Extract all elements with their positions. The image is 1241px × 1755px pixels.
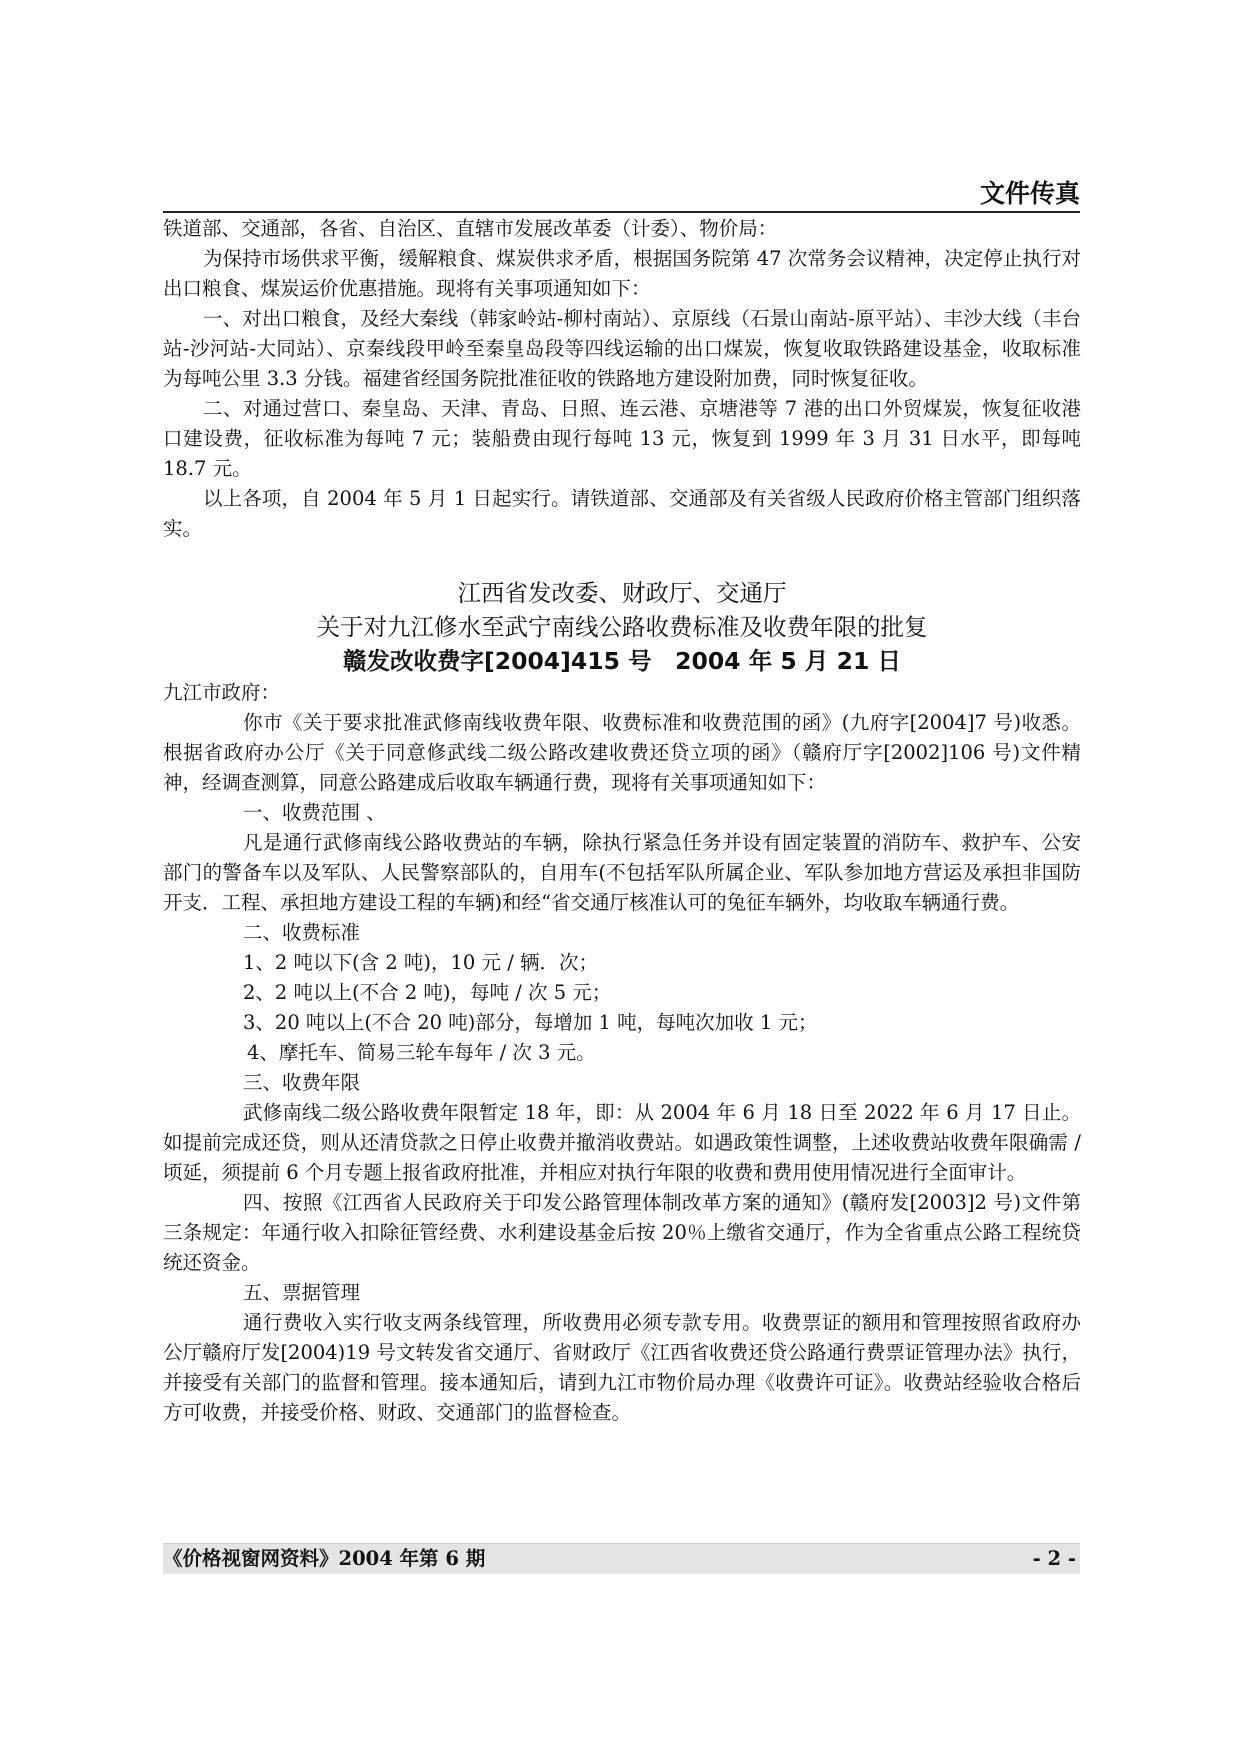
doc2-doc-number: 赣发改收费字[2004]415 号 2004 年 5 月 21 日 xyxy=(343,647,901,675)
doc1-paragraph: 二、对通过营口、秦皇岛、天津、青岛、日照、连云港、京塘港等 7 港的出口外贸煤炭，恢复征收港口建设费，征收标准为每吨 7 元；装船费由现行每吨 13 元，恢复到 1999 年 3 月 31 日水平，即每吨 18.7 元。 xyxy=(163,397,1081,480)
section-body: 武修南线二级公路收费年限暂定 18 年，即：从 2004 年 6 月 18 日至 2022 年 6 月 17 日止。如提前完成还贷，则从还清贷款之日停止收费并撤消收费站。如遇政策性调整，上述收费站收费年限确需 / 顷延，须提前 6 个月专题上报省政府批准，并相应对执行年限的收费和费用使用情况进行全面审计。 xyxy=(163,1101,1081,1184)
page-number: - 2 - xyxy=(1032,1547,1076,1570)
page-header xyxy=(163,178,1080,213)
doc2-title-line2: 关于对九江修水至武宁南线公路收费标准及收费年限的批复 xyxy=(316,613,928,641)
document-body xyxy=(163,214,1081,1428)
doc2-title xyxy=(163,576,1081,678)
section-heading: 二、收费标准 xyxy=(243,921,361,944)
doc1-paragraph: 一、对出口粮食，及经大秦线（韩家岭站-柳村南站）、京原线（石景山南站-原平站）、丰沙大线（丰台站-沙河站-大同站）、京秦线段甲岭至秦皇岛段等四线运输的出口煤炭，恢复收取铁路建设基金，收取标准为每吨公里 3.3 分钱。福建省经国务院批准征收的铁路地方建设附加费，同时恢复征收。 xyxy=(163,307,1081,390)
fee-item: 1、2 吨以下(含 2 吨)，10 元 / 辆．次； xyxy=(243,951,599,974)
section-heading: 三、收费年限 xyxy=(243,1071,361,1094)
header-title: 文件传真 xyxy=(979,179,1080,208)
section-body: 通行费收入实行收支两条线管理，所收费用必须专款专用。收费票证的额用和管理按照省政府办公厅赣府厅发[2004)19 号文转发省交通厅、省财政厅《江西省收费还贷公路通行费票证管理办法》执行，并接受有关部门的监督和管理。接本通知后，请到九江市物价局办理《收费许可证》。收费站经验收合格后方可收费，并接受价格、财政、交通部门的监督检查。 xyxy=(163,1311,1081,1424)
section-heading: 一、收费范围 、 xyxy=(243,801,386,824)
doc2-addressee: 九江市政府： xyxy=(163,681,281,704)
doc2-intro: 你市《关于要求批准武修南线收费年限、收费标准和收费范围的函》(九府字[2004]7 号)收悉。根据省政府办公厅《关于同意修武线二级公路改建收费还贷立项的函》（赣府厅字[2002]106 号)文件精神，经调查测算，同意公路建成后收取车辆通行费，现将有关事项通知如下： xyxy=(163,711,1081,794)
doc1-paragraph: 为保持市场供求平衡，缓解粮食、煤炭供求矛盾，根据国务院第 47 次常务会议精神，决定停止执行对出口粮食、煤炭运价优惠措施。现将有关事项通知如下： xyxy=(163,247,1081,300)
section-body: 凡是通行武修南线公路收费站的车辆，除执行紧急任务并设有固定装置的消防车、救护车、公安部门的警备车以及军队、人民警察部队的，自用车(不包括军队所属企业、军队参加地方营运及承担非国防开支．工程、承担地方建设工程的车辆)和经“省交通厅核准认可的兔征车辆外，均收取车辆通行费。 xyxy=(163,831,1081,914)
doc1-paragraph: 以上各项，自 2004 年 5 月 1 日起实行。请铁道部、交通部及有关省级人民政府价格主管部门组织落实。 xyxy=(163,487,1081,540)
doc2-title-line1: 江西省发改委、财政厅、交通厅 xyxy=(457,579,787,607)
publication-name: 《价格视窗网资料》2004 年第 6 期 xyxy=(163,1547,486,1570)
page-footer xyxy=(163,1543,1080,1574)
fee-item: 3、20 吨以上(不合 20 吨)部分，每增加 1 吨，每吨次加收 1 元； xyxy=(243,1011,818,1034)
fee-item: 2、2 吨以上(不合 2 吨)，每吨 / 次 5 元； xyxy=(243,981,612,1004)
fee-item: 4、摩托车、简易三轮车每年 / 次 3 元。 xyxy=(247,1041,596,1064)
doc1-addressee: 铁道部、交通部，各省、自治区、直辖市发展改革委（计委）、物价局： xyxy=(163,217,778,240)
section-heading: 五、票据管理 xyxy=(243,1281,361,1304)
section-body: 四、按照《江西省人民政府关于印发公路管理体制改革方案的通知》(赣府发[2003]2 号)文件第三条规定：年通行收入扣除征管经费、水利建设基金后按 20％上缴省交通厅，作为全省重点公路工程统贷统还资金。 xyxy=(163,1191,1081,1274)
